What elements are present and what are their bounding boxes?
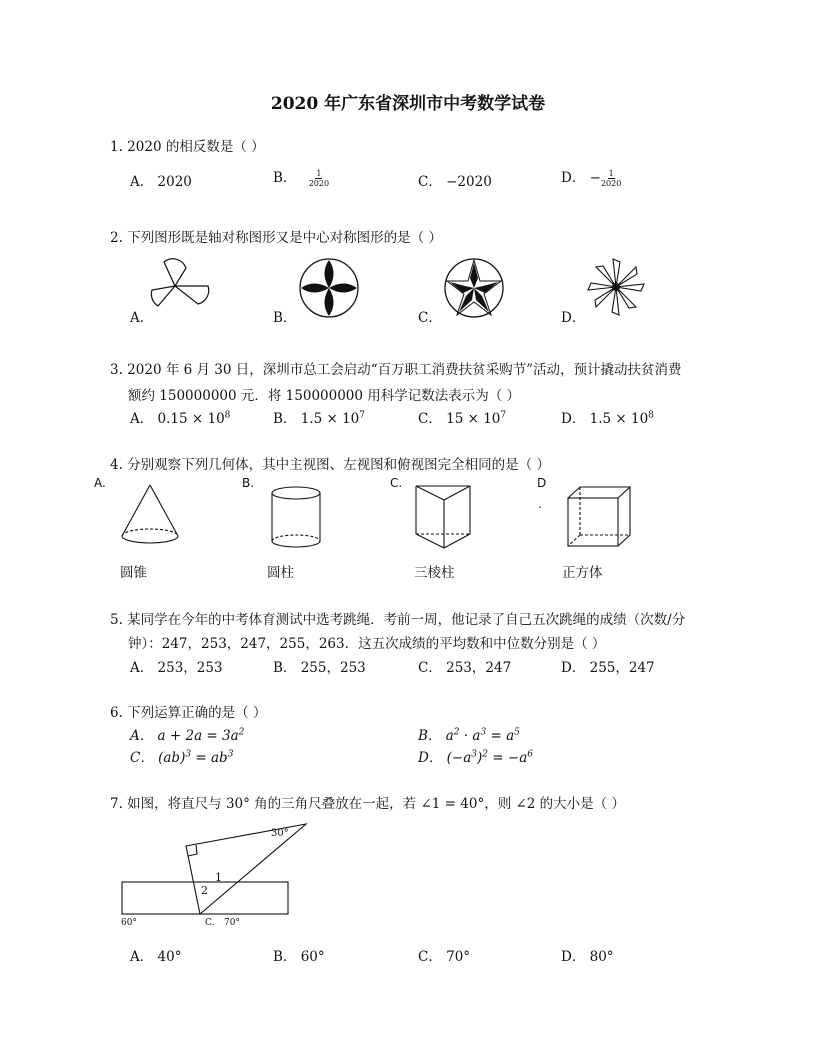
q5-stem-line2: 钟）：247，253，247，255，263．这五次成绩的平均数和中位数分别是（ ） — [128, 636, 606, 652]
q2-figure-a-fan — [150, 256, 212, 318]
q2-figure-b-petals — [298, 257, 360, 319]
q1-option-b: B． $\frac{1}{2020}$ — [273, 169, 330, 188]
q4-label-a: A. — [94, 476, 106, 490]
q4-caption-cylinder: 圆柱 — [267, 565, 294, 581]
q5-option-a: A． 253，253 — [130, 660, 223, 676]
q7-option-b: B． 60° — [273, 949, 325, 965]
q5-stem-line1: 5. 某同学在今年的中考体育测试中选考跳绳．考前一周，他记录了自己五次跳绳的成绩（次数/分 — [110, 612, 686, 628]
q6-option-d: D． $(-a^3)^2 = -a^6$ — [418, 749, 533, 766]
q6-stem: 6. 下列运算正确的是（ ） — [110, 705, 267, 721]
q2-figure-c-star — [443, 257, 505, 319]
q7-label-70: 70° — [224, 918, 240, 928]
q7-label-30: 30° — [271, 828, 289, 839]
q5-option-b: B． 255，253 — [273, 660, 366, 676]
q7-option-d: D． 80° — [561, 949, 614, 965]
q4-cube-figure — [564, 484, 634, 550]
q7-option-c: C． 70° — [418, 949, 471, 965]
q6-option-a: A． $a + 2a = 3a^2$ — [130, 727, 245, 744]
q4-cylinder-figure — [268, 484, 324, 552]
q4-caption-cone: 圆锥 — [120, 565, 147, 581]
q4-label-b: B. — [242, 476, 255, 490]
q2-figure-d-pinwheel — [585, 256, 647, 318]
q2-stem: 2. 下列图形既是轴对称图形又是中心对称图形的是（ ） — [110, 230, 442, 246]
q4-label-c: C. — [390, 476, 403, 490]
q5-option-c: C． 253，247 — [418, 660, 512, 676]
q6-option-b: B． $a^2 \cdot a^3 = a^5$ — [418, 727, 520, 744]
q7-label-angle1: 1 — [215, 871, 222, 884]
q7-label-c: C. — [205, 918, 215, 928]
q6-option-c: C． $(ab)^3 = ab^3$ — [130, 749, 234, 766]
q4-caption-prism: 三棱柱 — [414, 565, 455, 581]
q4-stem: 4. 分别观察下列几何体，其中主视图、左视图和俯视图完全相同的是（ ） — [110, 457, 550, 473]
q2-option-b: B． — [273, 310, 297, 326]
q3-option-d: D． $1.5 \times 10^8$ — [561, 410, 654, 427]
q2-option-d: D． — [561, 310, 586, 326]
q4-prism-figure — [412, 482, 474, 552]
q3-option-b: B． $1.5 \times 10^7$ — [273, 410, 365, 427]
q4-label-d-dot: . — [538, 497, 542, 511]
q4-label-d: D — [537, 476, 547, 490]
q1-option-d: D． − $\frac{1}{2020}$ — [561, 169, 622, 188]
q3-option-c: C． $15 \times 10^7$ — [418, 410, 507, 427]
q7-option-a: A． 40° — [130, 949, 182, 965]
q1-option-a: A． 2020 — [130, 174, 192, 190]
q7-stem: 7. 如图，将直尺与 30° 角的三角尺叠放在一起，若 ∠1 = 40°，则 ∠2 的大小是（ ） — [110, 796, 625, 812]
q1-stem: 1. 2020 的相反数是（ ） — [110, 139, 265, 155]
page-title: 2020 年广东省深圳市中考数学试卷 — [270, 94, 546, 114]
q2-option-c: C． — [418, 310, 442, 326]
q3-stem-line1: 3. 2020 年 6 月 30 日，深圳市总工会启动“百万职工消费扶贫采购节”活动，预计撬动扶贫消费 — [110, 362, 682, 378]
q7-label-angle2: 2 — [201, 884, 208, 897]
q3-stem-line2: 额约 150000000 元．将 150000000 用科学记数法表示为（ ） — [128, 388, 521, 404]
q3-option-a: A． $0.15 \times 10^8$ — [130, 410, 231, 427]
q4-caption-cube: 正方体 — [562, 565, 603, 581]
q4-cone-figure — [118, 482, 182, 550]
q2-option-a: A． — [130, 310, 154, 326]
q5-option-d: D． 255，247 — [561, 660, 655, 676]
q7-label-60: 60° — [121, 918, 137, 928]
q1-option-c: C． −2020 — [418, 174, 492, 190]
